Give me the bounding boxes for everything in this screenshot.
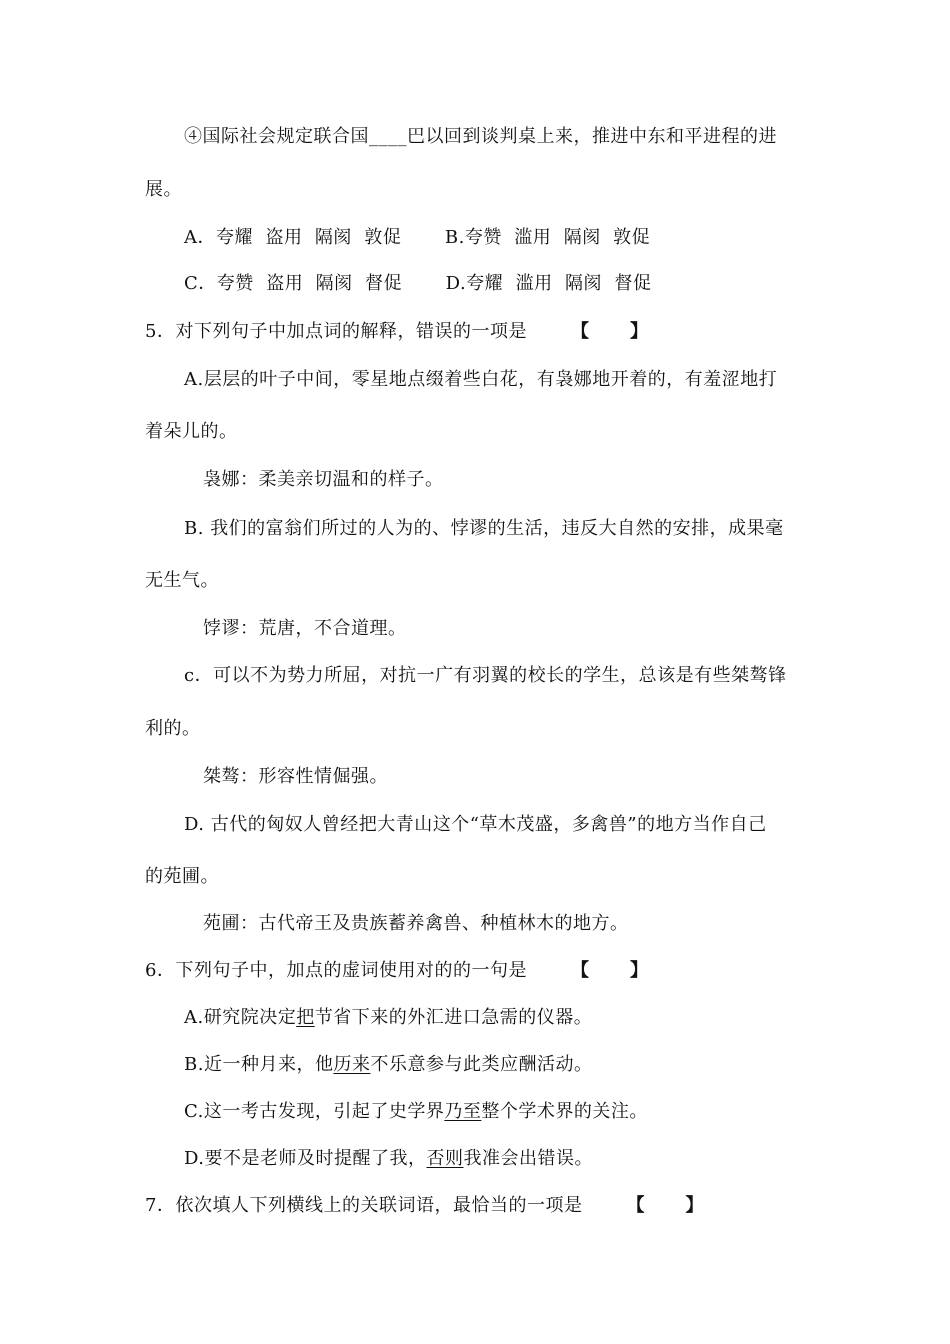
q6-option-b	[184, 1053, 592, 1077]
q6-option-a-suffix: 节省下来的外汇进口急需的仪器。	[314, 1007, 593, 1028]
q4-options-cd-text: C．夸赞 盗用 隔阂 督促 D.夸耀 滥用 隔阂 督促	[184, 273, 652, 294]
q6-option-c-suffix: 整个学术界的关注。	[481, 1101, 648, 1122]
q4-item4-line2	[145, 178, 182, 202]
q5-option-d-line2	[145, 865, 219, 889]
q6-option-d-suffix: 我准会出错误。	[463, 1148, 594, 1169]
q4-item4-line1	[184, 125, 777, 149]
q6-option-b-prefix: B.近一种月来，他	[184, 1054, 334, 1075]
q6-stem	[145, 959, 649, 983]
q5-option-c-def-text: 桀骜：形容性情倔强。	[203, 766, 388, 787]
q6-option-a-keyword: 把	[296, 1007, 315, 1028]
q6-option-d	[184, 1147, 593, 1171]
q5-option-c-line1	[184, 664, 787, 688]
q5-option-c-line2	[145, 717, 201, 741]
q5-option-d-line1	[184, 813, 767, 837]
q7-answer-bracket: 【 】	[626, 1195, 705, 1216]
q5-option-b-line2	[145, 569, 219, 593]
q6-option-a	[184, 1006, 592, 1030]
q7-stem	[145, 1194, 704, 1218]
q5-option-b-line1	[184, 517, 784, 541]
q5-option-a-definition	[203, 468, 444, 492]
q5-option-b-text: B. 我们的富翁们所过的人为的、悖谬的生活，违反大自然的安排，成果毫	[184, 518, 784, 539]
q5-option-a-text-cont: 着朵儿的。	[145, 421, 238, 442]
q5-option-c-text: c．可以不为势力所屈，对抗一广有羽翼的校长的学生，总该是有些桀骜锋	[184, 665, 787, 686]
q6-option-d-prefix: D.要不是老师及时提醒了我，	[184, 1148, 427, 1169]
q6-option-c	[184, 1100, 648, 1124]
q6-option-b-keyword: 历来	[333, 1054, 371, 1075]
q5-option-b-def-text: 饽谬：荒唐，不合道理。	[203, 618, 407, 639]
q5-stem	[145, 320, 649, 344]
q6-stem-text: 6．下列句子中，加点的虚词使用对的的一句是	[145, 960, 527, 981]
q5-stem-text: 5．对下列句子中加点词的解释，错误的一项是	[145, 321, 527, 342]
q6-option-c-prefix: C.这一考古发现，引起了史学界	[184, 1101, 445, 1122]
q5-answer-bracket: 【 】	[570, 321, 649, 342]
q5-option-d-text: D. 古代的匈奴人曾经把大青山这个“草木茂盛，多禽兽”的地方当作自己	[184, 814, 767, 835]
q5-option-d-def-text: 苑圃：古代帝王及贵族蓄养禽兽、种植林木的地方。	[203, 913, 629, 934]
q5-option-b-definition	[203, 617, 407, 641]
q5-option-a-def-text: 袅娜：柔美亲切温和的样子。	[203, 469, 444, 490]
q5-option-a-line2	[145, 420, 238, 444]
q6-answer-bracket: 【 】	[570, 960, 649, 981]
q5-option-a-text: A.层层的叶子中间，零星地点缀着些白花，有袅娜地开着的，有羞涩地打	[184, 369, 778, 390]
q5-option-b-text-cont: 无生气。	[145, 570, 219, 591]
q6-option-b-suffix: 不乐意参与此类应酬活动。	[370, 1054, 593, 1075]
q4-options-cd	[184, 272, 652, 296]
q5-option-c-text-cont: 利的。	[145, 718, 201, 739]
q4-options-ab-text: A．夸耀 盗用 隔阂 敦促 B.夸赞 滥用 隔阂 敦促	[184, 227, 651, 248]
q4-item4-text: ④国际社会规定联合国____巴以回到谈判桌上来，推进中东和平进程的进	[184, 126, 777, 147]
q5-option-c-definition	[203, 765, 388, 789]
q5-option-a-line1	[184, 368, 777, 392]
q6-option-d-keyword: 否则	[426, 1148, 464, 1169]
q6-option-a-prefix: A.研究院决定	[184, 1007, 297, 1028]
q5-option-d-definition	[203, 912, 629, 936]
q4-item4-text-cont: 展。	[145, 179, 182, 200]
q5-option-d-text-cont: 的苑圃。	[145, 866, 219, 887]
q7-stem-text: 7．依次填人下列横线上的关联词语，最恰当的一项是	[145, 1195, 583, 1216]
q6-option-c-keyword: 乃至	[444, 1101, 482, 1122]
q4-options-ab	[184, 226, 650, 250]
